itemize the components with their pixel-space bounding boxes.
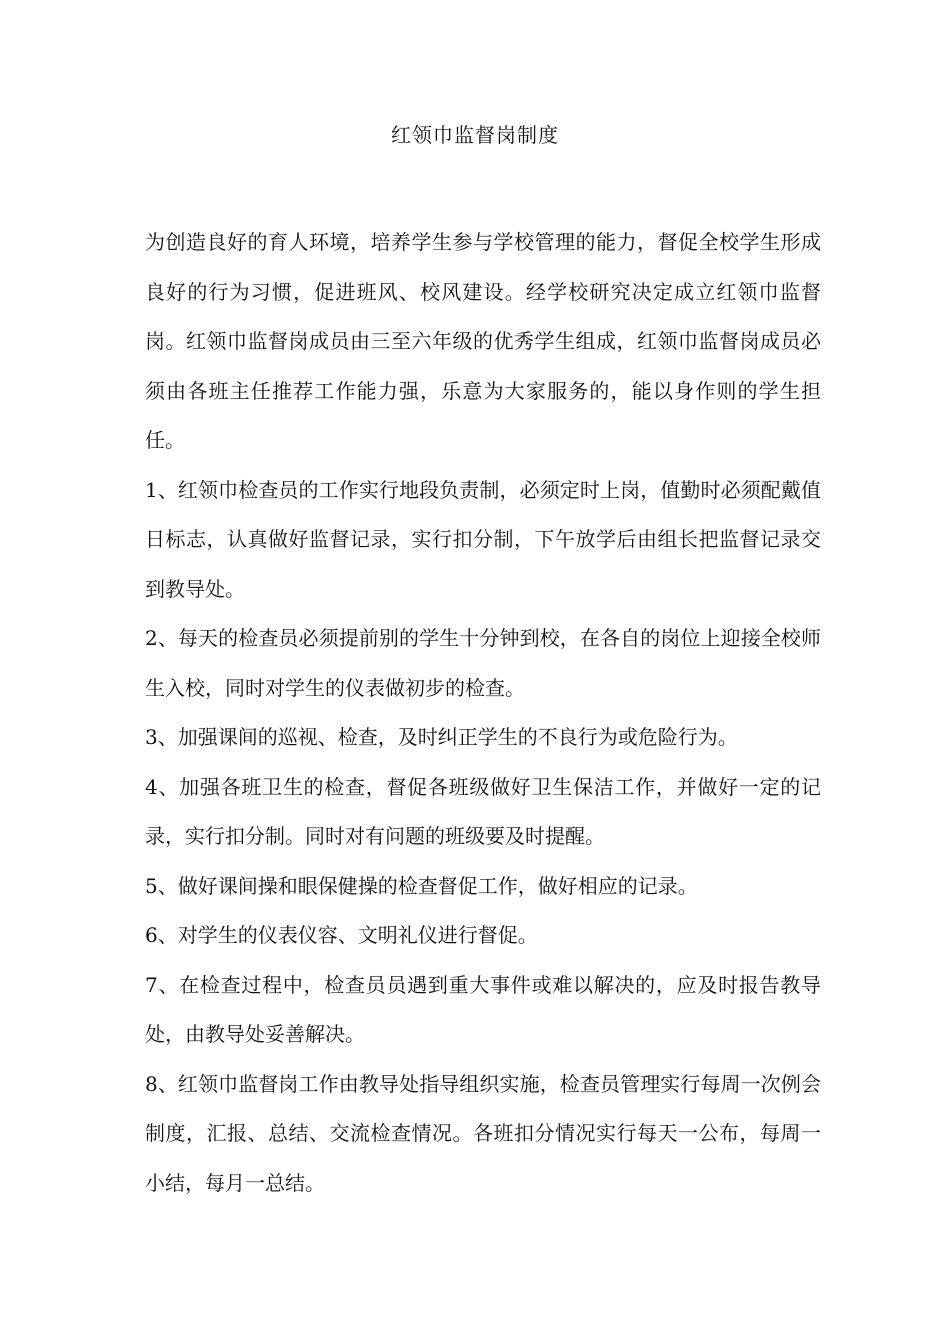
rule-item-3: 3、加强课间的巡视、检查，及时纠正学生的不良行为或危险行为。 (145, 725, 738, 749)
rule-item-2: 2、每天的检查员必须提前别的学生十分钟到校，在各自的岗位上迎接全校师生入校，同时对学生的仪表做初步的检查。 (145, 626, 821, 700)
rule-item-5: 5、做好课间操和眼保健操的检查督促工作，做好相应的记录。 (145, 873, 698, 898)
document-body (145, 218, 821, 1208)
rule-item-7: 7、在检查过程中，检查员员遇到重大事件或难以解决的，应及时报告教导处，由教导处妥善解决。 (145, 972, 821, 1046)
intro-paragraph: 为创造良好的育人环境，培养学生参与学校管理的能力，督促全校学生形成良好的行为习惯，促进班风、校风建设。经学校研究决定成立红领巾监督岗。红领巾监督岗成员由三至六年级的优秀学生组成，红领巾监督岗成员必须由各班主任推荐工作能力强，乐意为大家服务的，能以身作则的学生担任。 (145, 230, 821, 452)
rule-item-1: 1、红领巾检查员的工作实行地段负责制，必须定时上岗，值勤时必须配戴值日标志，认真做好监督记录，实行扣分制，下午放学后由组长把监督记录交到教导处。 (145, 477, 821, 601)
document-title: 红领巾监督岗制度 (391, 123, 559, 147)
rule-item-4: 4、加强各班卫生的检查，督促各班级做好卫生保洁工作，并做好一定的记录，实行扣分制。同时对有问题的班级要及时提醒。 (145, 774, 821, 848)
rule-item-8: 8、红领巾监督岗工作由教导处指导组织实施，检查员管理实行每周一次例会制度，汇报、总结、交流检查情况。各班扣分情况实行每天一公布，每周一小结，每月一总结。 (145, 1071, 821, 1195)
rule-item-6: 6、对学生的仪表仪容、文明礼仪进行督促。 (145, 923, 538, 947)
